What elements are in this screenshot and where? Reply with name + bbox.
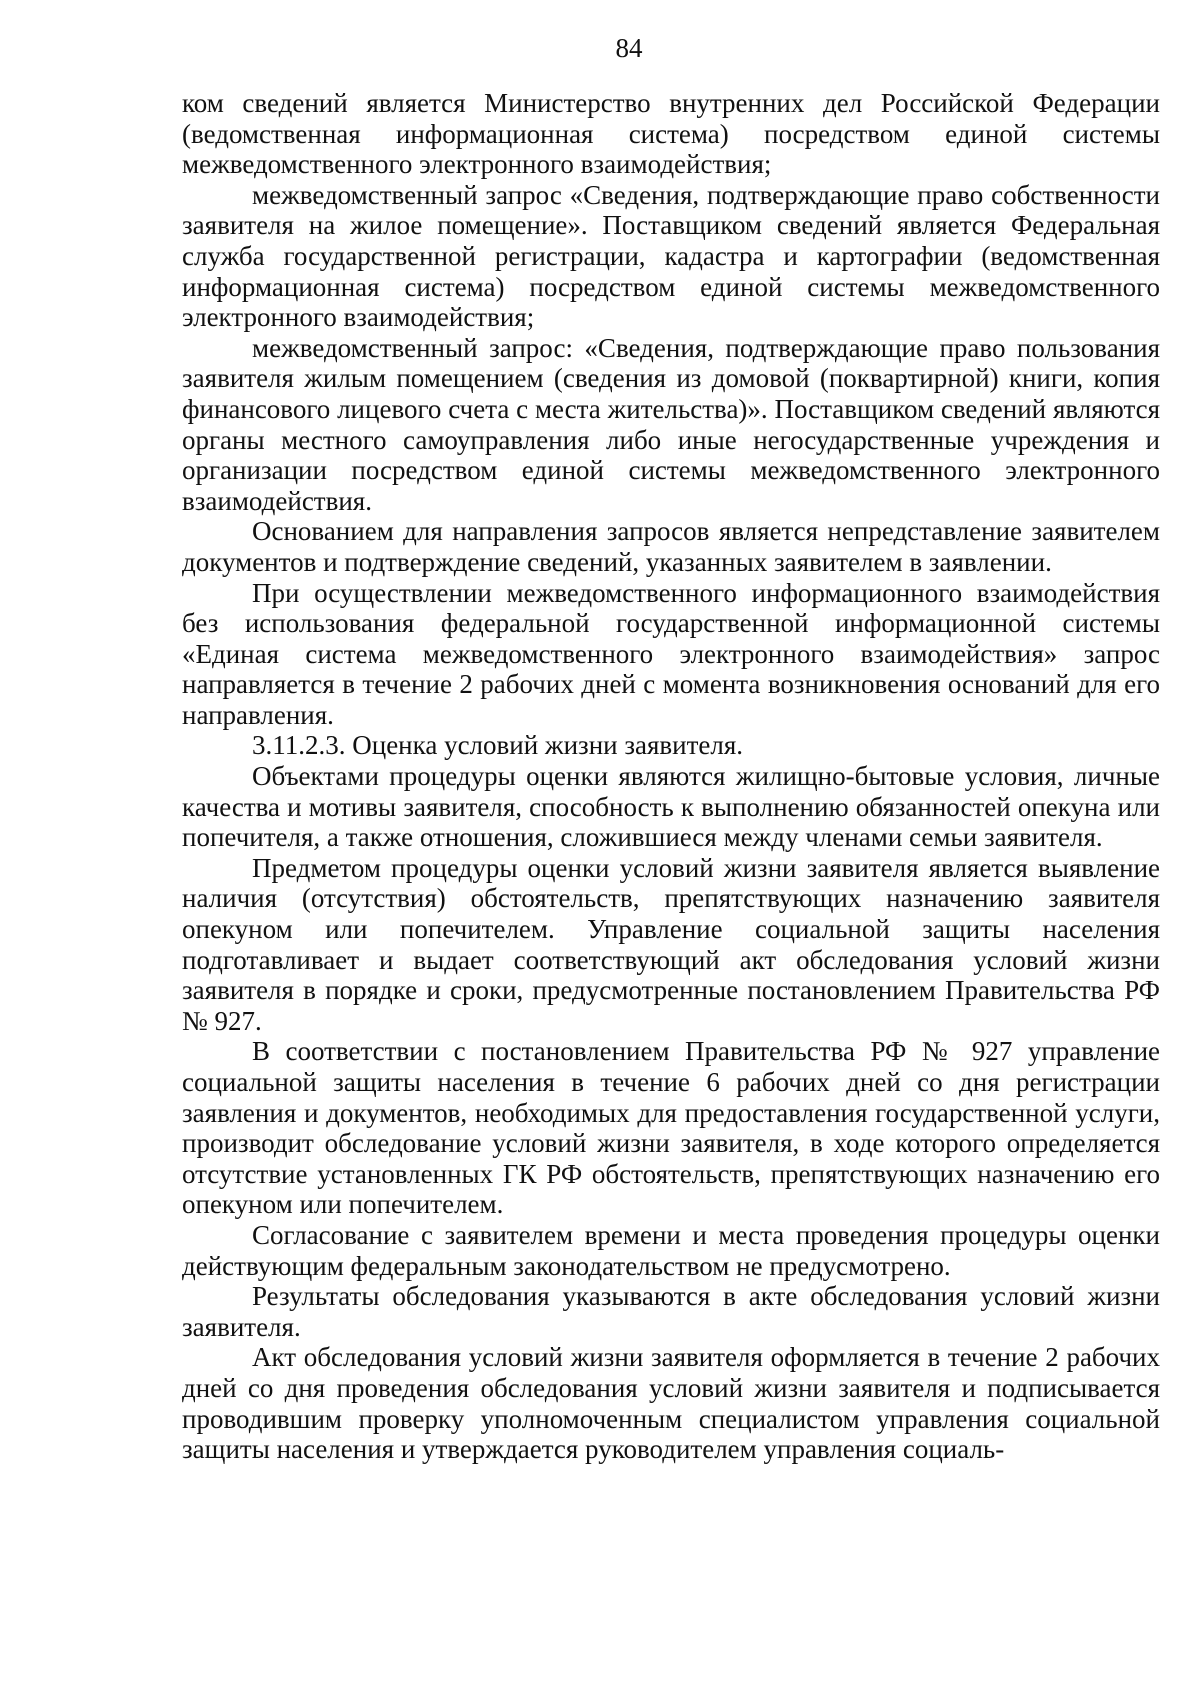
paragraph-6: Объектами процедуры оценки являются жилищно-бытовые условия, личные качества и мотивы заявителя, способность к выполнению обязанностей опекуна или попечителя, а также отношения, сложившиеся между членами семьи заявителя. <box>182 761 1160 853</box>
paragraph-5: При осуществлении межведомственного информационного взаимодействия без использования федеральной государственной информационной системы «Единая система межведомственного электронного взаимодействия» запрос направляется в течение 2 рабочих дней с момента возникновения оснований для его направления. <box>182 577 1160 730</box>
paragraph-1: ком сведений является Министерство внутренних дел Российской Федерации (ведомственная информационная система) посредством единой системы межведомственного электронного взаимодействия; <box>182 88 1160 180</box>
paragraph-7: Предметом процедуры оценки условий жизни заявителя является выявление наличия (отсутствия) обстоятельств, препятствующих назначению заявителя опекуном или попечителем. Управление социальной защиты населения подготавливает и выдает соответствующий акт обследования условий жизни заявителя в порядке и сроки, предусмотренные постановлением Правительства РФ № 927. <box>182 852 1160 1036</box>
paragraph-11: Акт обследования условий жизни заявителя оформляется в течение 2 рабочих дней со дня проведения обследования условий жизни заявителя и подписывается проводившим проверку уполномоченным специалистом управления социальной защиты населения и утверждается руководителем управления социаль- <box>182 1342 1160 1465</box>
paragraph-10: Результаты обследования указываются в акте обследования условий жизни заявителя. <box>182 1281 1160 1342</box>
paragraph-8: В соответствии с постановлением Правительства РФ № 927 управление социальной защиты населения в течение 6 рабочих дней со дня регистрации заявления и документов, необходимых для предоставления государственной услуги, производит обследование условий жизни заявителя, в ходе которого определяется отсутствие установленных ГК РФ обстоятельств, препятствующих назначению его опекуном или попечителем. <box>182 1036 1160 1220</box>
page-number: 84 <box>615 33 643 63</box>
paragraph-4: Основанием для направления запросов является непредставление заявителем документов и подтверждение сведений, указанных заявителем в заявлении. <box>182 516 1160 577</box>
paragraph-2: межведомственный запрос «Сведения, подтверждающие право собственности заявителя на жилое помещение». Поставщиком сведений является Федеральная служба государственной регистрации, кадастра и картографии (ведомственная информационная система) посредством единой системы межведомственного электронного взаимодействия; <box>182 179 1160 333</box>
body-text <box>182 88 1160 1465</box>
paragraph-3: межведомственный запрос: «Сведения, подтверждающие право пользования заявителя жилым помещением (сведения из домовой (поквартирной) книги, копия финансового лицевого счета с места жительства)». Поставщиком сведений являются органы местного самоуправления либо иные негосударственные учреждения и организации посредством единой системы межведомственного электронного взаимодействия. <box>182 332 1160 516</box>
section-heading: 3.11.2.3. Оценка условий жизни заявителя. <box>252 730 744 761</box>
paragraph-9: Согласование с заявителем времени и места проведения процедуры оценки действующим федеральным законодательством не предусмотрено. <box>182 1219 1160 1281</box>
